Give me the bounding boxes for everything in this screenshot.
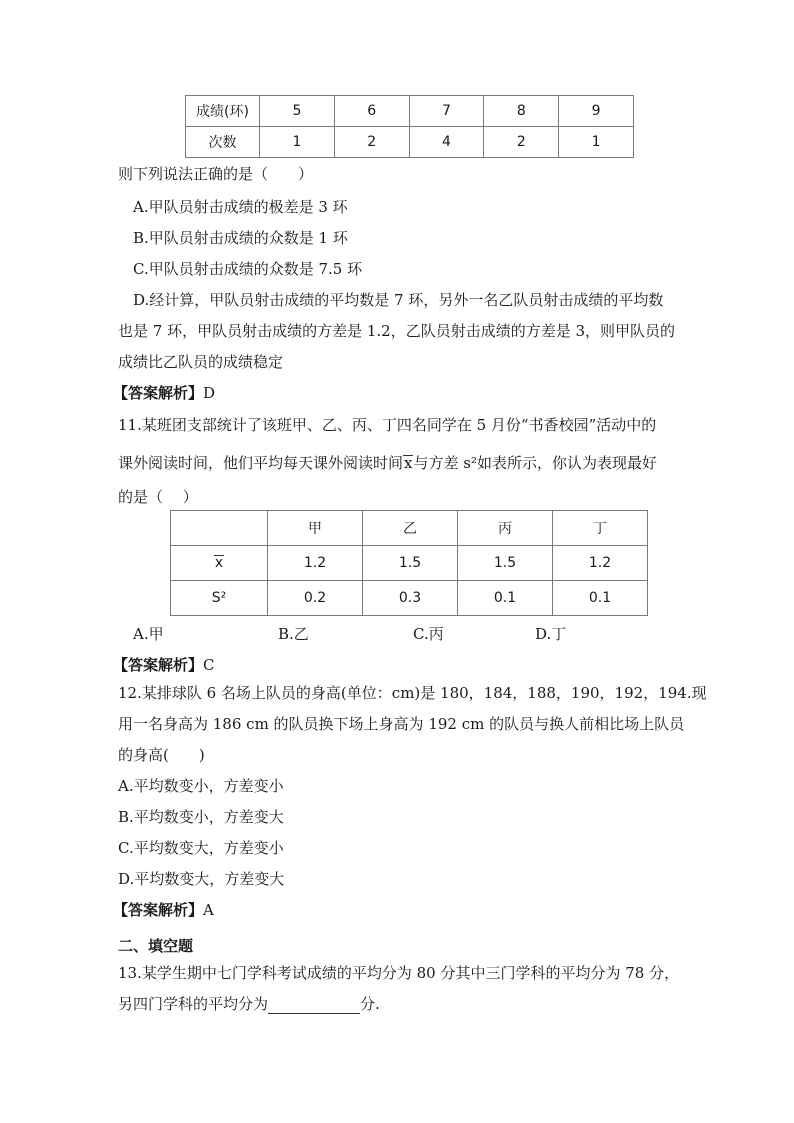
answer-label: 【答案解析】 (113, 384, 204, 402)
table-cell: 1.2 (268, 546, 363, 581)
table-cell: 1 (559, 127, 634, 158)
q12-stem-line3: 的身高( ) (118, 746, 205, 764)
table-cell: 2 (334, 127, 409, 158)
answer-value: D (203, 384, 216, 402)
q11-option-c: C.丙 (413, 625, 444, 643)
table-cell: 7 (409, 96, 484, 127)
table-cell: 0.1 (458, 581, 553, 616)
q11-option-b: B.乙 (278, 625, 309, 643)
table-cell: 成绩(环) (186, 96, 260, 127)
q10-option-c: C.甲队员射击成绩的众数是 7.5 环 (133, 260, 363, 278)
table-cell: 丙 (458, 511, 553, 546)
q11-answer (113, 654, 215, 675)
x-bar-symbol: x (214, 555, 224, 571)
table-cell: 2 (484, 127, 559, 158)
table-cell: 乙 (363, 511, 458, 546)
table-row (171, 511, 648, 546)
q12-option-c: C.平均数变大，方差变小 (118, 839, 284, 857)
table-cell: 1.5 (458, 546, 553, 581)
q13-stem-line2-post: 分. (360, 995, 380, 1013)
table-cell (171, 546, 268, 581)
q13-stem-line2 (118, 993, 380, 1014)
answer-label: 【答案解析】 (113, 901, 204, 919)
answer-value: A (203, 901, 214, 919)
table-cell: 4 (409, 127, 484, 158)
q11-stem-line1: 11.某班团支部统计了该班甲、乙、丙、丁四名同学在 5 月份“书香校园”活动中的 (118, 416, 657, 434)
table-cell: 8 (484, 96, 559, 127)
q11-stem-line2-post: 与方差 s²如表所示，你认为表现最好 (413, 454, 657, 472)
score-frequency-table (185, 95, 634, 158)
reading-time-table (170, 510, 648, 616)
table-cell: S² (171, 581, 268, 616)
table-cell: 6 (334, 96, 409, 127)
q12-option-d: D.平均数变大，方差变大 (118, 870, 285, 888)
q13-stem-line1: 13.某学生期中七门学科考试成绩的平均分为 80 分其中三门学科的平均分为 78 分， (118, 964, 680, 982)
table-row (186, 127, 634, 158)
q10-option-d-line2: 也是 7 环，甲队员射击成绩的方差是 1.2，乙队员射击成绩的方差是 3，则甲队员的 (118, 322, 676, 340)
q13-stem-line2-pre: 另四门学科的平均分为 (118, 995, 269, 1013)
table-cell: 9 (559, 96, 634, 127)
q12-answer (113, 899, 214, 920)
q10-answer (113, 382, 215, 403)
table-row (171, 581, 648, 616)
table-cell: 甲 (268, 511, 363, 546)
q10-stem: 则下列说法正确的是（ ） (118, 165, 314, 183)
table-cell: 0.1 (553, 581, 648, 616)
answer-blank[interactable] (268, 997, 360, 1014)
table-cell: 5 (260, 96, 335, 127)
table-cell: 1.5 (363, 546, 458, 581)
q12-stem-line2: 用一名身高为 186 cm 的队员换下场上身高为 192 cm 的队员与换人前相比场上队员 (118, 715, 685, 733)
q10-option-d-line3: 成绩比乙队员的成绩稳定 (118, 353, 284, 371)
table-cell: 丁 (553, 511, 648, 546)
table-cell: 1 (260, 127, 335, 158)
table-cell: 0.3 (363, 581, 458, 616)
table-cell: 次数 (186, 127, 260, 158)
table-cell (171, 511, 268, 546)
q11-option-d: D.丁 (535, 625, 567, 643)
section-title: 二、填空题 (118, 937, 194, 955)
q12-option-b: B.平均数变小，方差变大 (118, 808, 284, 826)
q11-stem-line2-pre: 课外阅读时间，他们平均每天课外阅读时间 (118, 454, 404, 472)
q11-stem-line2 (118, 452, 657, 473)
answer-value: C (203, 656, 215, 674)
q10-option-d-line1: D.经计算，甲队员射击成绩的平均数是 7 环，另外一名乙队员射击成绩的平均数 (133, 291, 664, 309)
q12-stem-line1: 12.某排球队 6 名场上队员的身高(单位：cm)是 180，184，188，190，192，194.现 (118, 684, 707, 702)
q11-option-a: A.甲 (133, 625, 164, 643)
table-row (186, 96, 634, 127)
table-row (171, 546, 648, 581)
q12-option-a: A.平均数变小，方差变小 (118, 777, 284, 795)
x-bar-symbol: x (404, 454, 413, 472)
table-cell: 1.2 (553, 546, 648, 581)
answer-label: 【答案解析】 (113, 656, 204, 674)
q10-option-b: B.甲队员射击成绩的众数是 1 环 (133, 229, 348, 247)
q10-option-a: A.甲队员射击成绩的极差是 3 环 (133, 198, 348, 216)
q11-stem-line3: 的是（ ） (118, 488, 198, 506)
table-cell: 0.2 (268, 581, 363, 616)
